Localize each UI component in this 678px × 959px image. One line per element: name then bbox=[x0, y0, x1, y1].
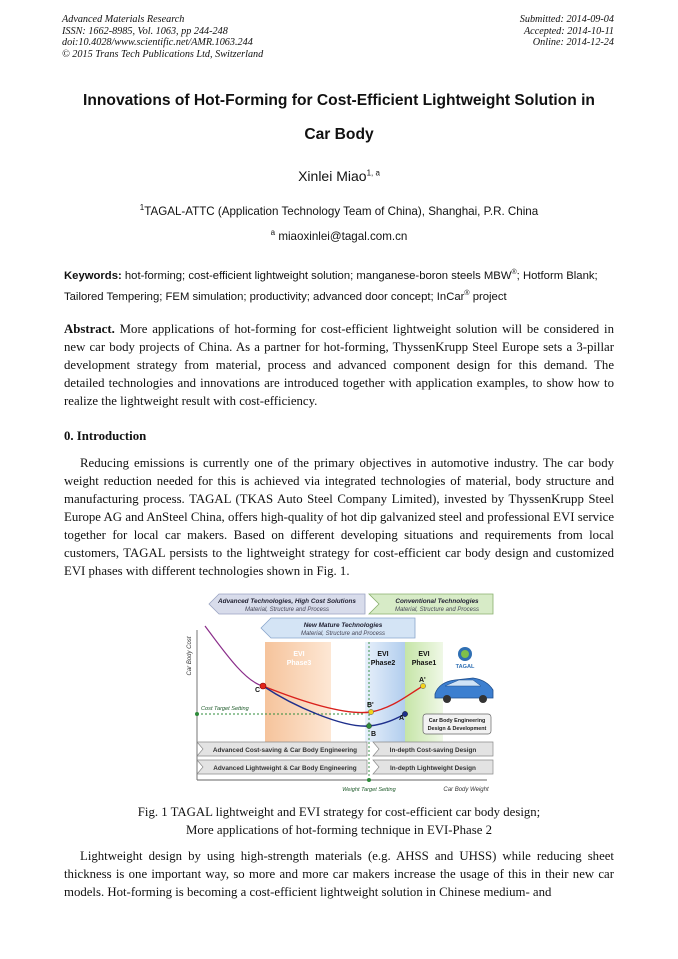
point-b bbox=[366, 723, 371, 728]
affiliation-text: TAGAL-ATTC (Application Technology Team of China), Shanghai, P.R. China bbox=[144, 204, 539, 218]
phase3-label-1: EVI bbox=[293, 651, 305, 658]
keywords-text-2: ; Hotform Blank; Tailored Tempering; FEM simulation; productivity; advanced door concept; InCar bbox=[64, 269, 598, 303]
banner-mature-title: New Mature Technologies bbox=[303, 622, 383, 629]
caption-line1: Fig. 1 TAGAL lightweight and EVI strategy for cost-efficient car body design; bbox=[137, 805, 541, 819]
figure-caption bbox=[0, 803, 678, 839]
keywords bbox=[64, 264, 616, 306]
email bbox=[0, 228, 678, 243]
point-a-prime bbox=[420, 683, 425, 688]
point-a-label: A bbox=[399, 715, 405, 722]
banner-conventional-title: Conventional Technologies bbox=[395, 598, 479, 605]
design-box-line2: Design & Development bbox=[427, 726, 487, 732]
author-name: Xinlei Miao bbox=[298, 168, 367, 184]
cost-curve-upper bbox=[205, 626, 263, 686]
intro-paragraph: Reducing emissions is currently one of the primary objectives in automotive industry. The car body weight reduction needed for this is achieved via integrated technologies of material, body structure and manufacturing process. TAGAL (TKAS Auto Steel Company Limited), invested by ThyssenKrupp Steel Europe AG and AnSteel China, offers high-quality of hot dip galvanized steel and professional EVI service together for local car makers. Based on different developing situations and requirements from local customers, TAGAL persists to the lightweight strategy for cost-efficient car body design and customized EVI phases with different technologies shown in Fig. 1. bbox=[64, 456, 614, 578]
point-b-prime bbox=[368, 709, 373, 714]
registered-mark-2: ® bbox=[464, 289, 470, 297]
journal-doi: doi:10.4028/www.scientific.net/AMR.1063.244 bbox=[62, 37, 253, 49]
email-text: miaoxinlei@tagal.com.cn bbox=[278, 229, 408, 243]
phase1-label-2: Phase1 bbox=[411, 660, 437, 667]
registered-mark-1: ® bbox=[511, 269, 517, 276]
figure-evi-strategy bbox=[183, 590, 495, 800]
dates-header bbox=[520, 14, 614, 49]
affiliation-sup: 1 bbox=[139, 203, 145, 212]
weight-target-marker bbox=[367, 778, 371, 782]
body-paragraph-2: Lightweight design by using high-strength materials (e.g. AHSS and UHSS) while reducing sheet thickness is one important way, so more and more car makers increase the usage of this in their new car models. Hot-forming is becoming a cost-efficient lightweight solution in Chinese medium- and bbox=[64, 849, 614, 899]
y-axis-label: Car Body Cost bbox=[187, 636, 193, 676]
point-b-label: B bbox=[371, 731, 377, 738]
journal-issn: ISSN: 1662-8985, Vol. 1063, pp 244-248 bbox=[62, 25, 228, 37]
banner-mature-sub: Material, Structure and Process bbox=[300, 631, 386, 637]
cost-target-label: Cost Target Setting bbox=[201, 706, 249, 712]
accepted-date: Accepted: 2014-10-11 bbox=[523, 25, 614, 37]
banner-conventional-sub: Material, Structure and Process bbox=[394, 607, 480, 613]
journal-name: Advanced Materials Research bbox=[62, 14, 185, 25]
author-sup: 1, a bbox=[366, 168, 380, 178]
phase3-label-2: Phase3 bbox=[286, 660, 312, 667]
paper-title-line2: Car Body bbox=[304, 126, 374, 143]
row1-left-text: Advanced Cost-saving & Car Body Engineering bbox=[212, 747, 358, 754]
x-axis-label: Car Body Weight bbox=[443, 787, 489, 793]
abstract-label: Abstract. bbox=[64, 322, 115, 336]
keywords-text-1: hot-forming; cost-efficient lightweight solution; manganese-boron steels MBW bbox=[121, 269, 512, 282]
weight-target-label: Weight Target Setting bbox=[342, 787, 396, 793]
point-a-prime-label: A' bbox=[419, 677, 426, 684]
car-icon bbox=[435, 678, 493, 703]
affiliation bbox=[0, 203, 678, 218]
email-sup: a bbox=[270, 228, 276, 237]
point-c bbox=[260, 683, 266, 689]
keywords-text-3: project bbox=[469, 290, 507, 303]
point-c-label: C bbox=[255, 687, 261, 694]
banner-advanced-sub: Material, Structure and Process bbox=[244, 607, 330, 613]
point-b-prime-label: B' bbox=[367, 702, 374, 709]
row2-right-text: In-depth Lightweight Design bbox=[390, 765, 476, 772]
caption-line2: More applications of hot-forming technique in EVI-Phase 2 bbox=[186, 823, 492, 837]
submitted-date: Submitted: 2014-09-04 bbox=[519, 14, 614, 25]
banner-advanced-title: Advanced Technologies, High Cost Solutions bbox=[218, 598, 356, 605]
abstract-text: More applications of hot-forming for cost-efficient lightweight solution will be considered in new car body projects of China. As a partner for hot-forming, ThyssenKrupp Steel Europe sets a 3-pillar development strategy from material, process and advanced component design for this demand. The detailed technologies and innovations are introduced together with application examples, to show how to realize the lightweight result with cost-efficiency. bbox=[64, 322, 614, 408]
author bbox=[0, 168, 678, 184]
section-heading: 0. Introduction bbox=[64, 429, 147, 443]
keywords-label: Keywords: bbox=[64, 269, 122, 282]
row1-right-text: In-depth Cost-saving Design bbox=[389, 747, 477, 754]
tagal-logo-text: TAGAL bbox=[455, 664, 475, 670]
row2-left-text: Advanced Lightweight & Car Body Engineering bbox=[213, 765, 357, 772]
cost-target-marker bbox=[195, 712, 199, 716]
phase1-label-1: EVI bbox=[418, 651, 430, 658]
abstract bbox=[64, 320, 614, 410]
paper-title-line1: Innovations of Hot-Forming for Cost-Efficient Lightweight Solution in bbox=[83, 92, 595, 109]
phase2-label-2: Phase2 bbox=[370, 660, 396, 667]
journal-header bbox=[62, 14, 263, 60]
phase2-label-1: EVI bbox=[377, 651, 389, 658]
online-date: Online: 2014-12-24 bbox=[532, 37, 614, 49]
journal-copyright: © 2015 Trans Tech Publications Ltd, Switzerland bbox=[62, 48, 264, 60]
design-box-line1: Car Body Engineering bbox=[428, 718, 486, 724]
